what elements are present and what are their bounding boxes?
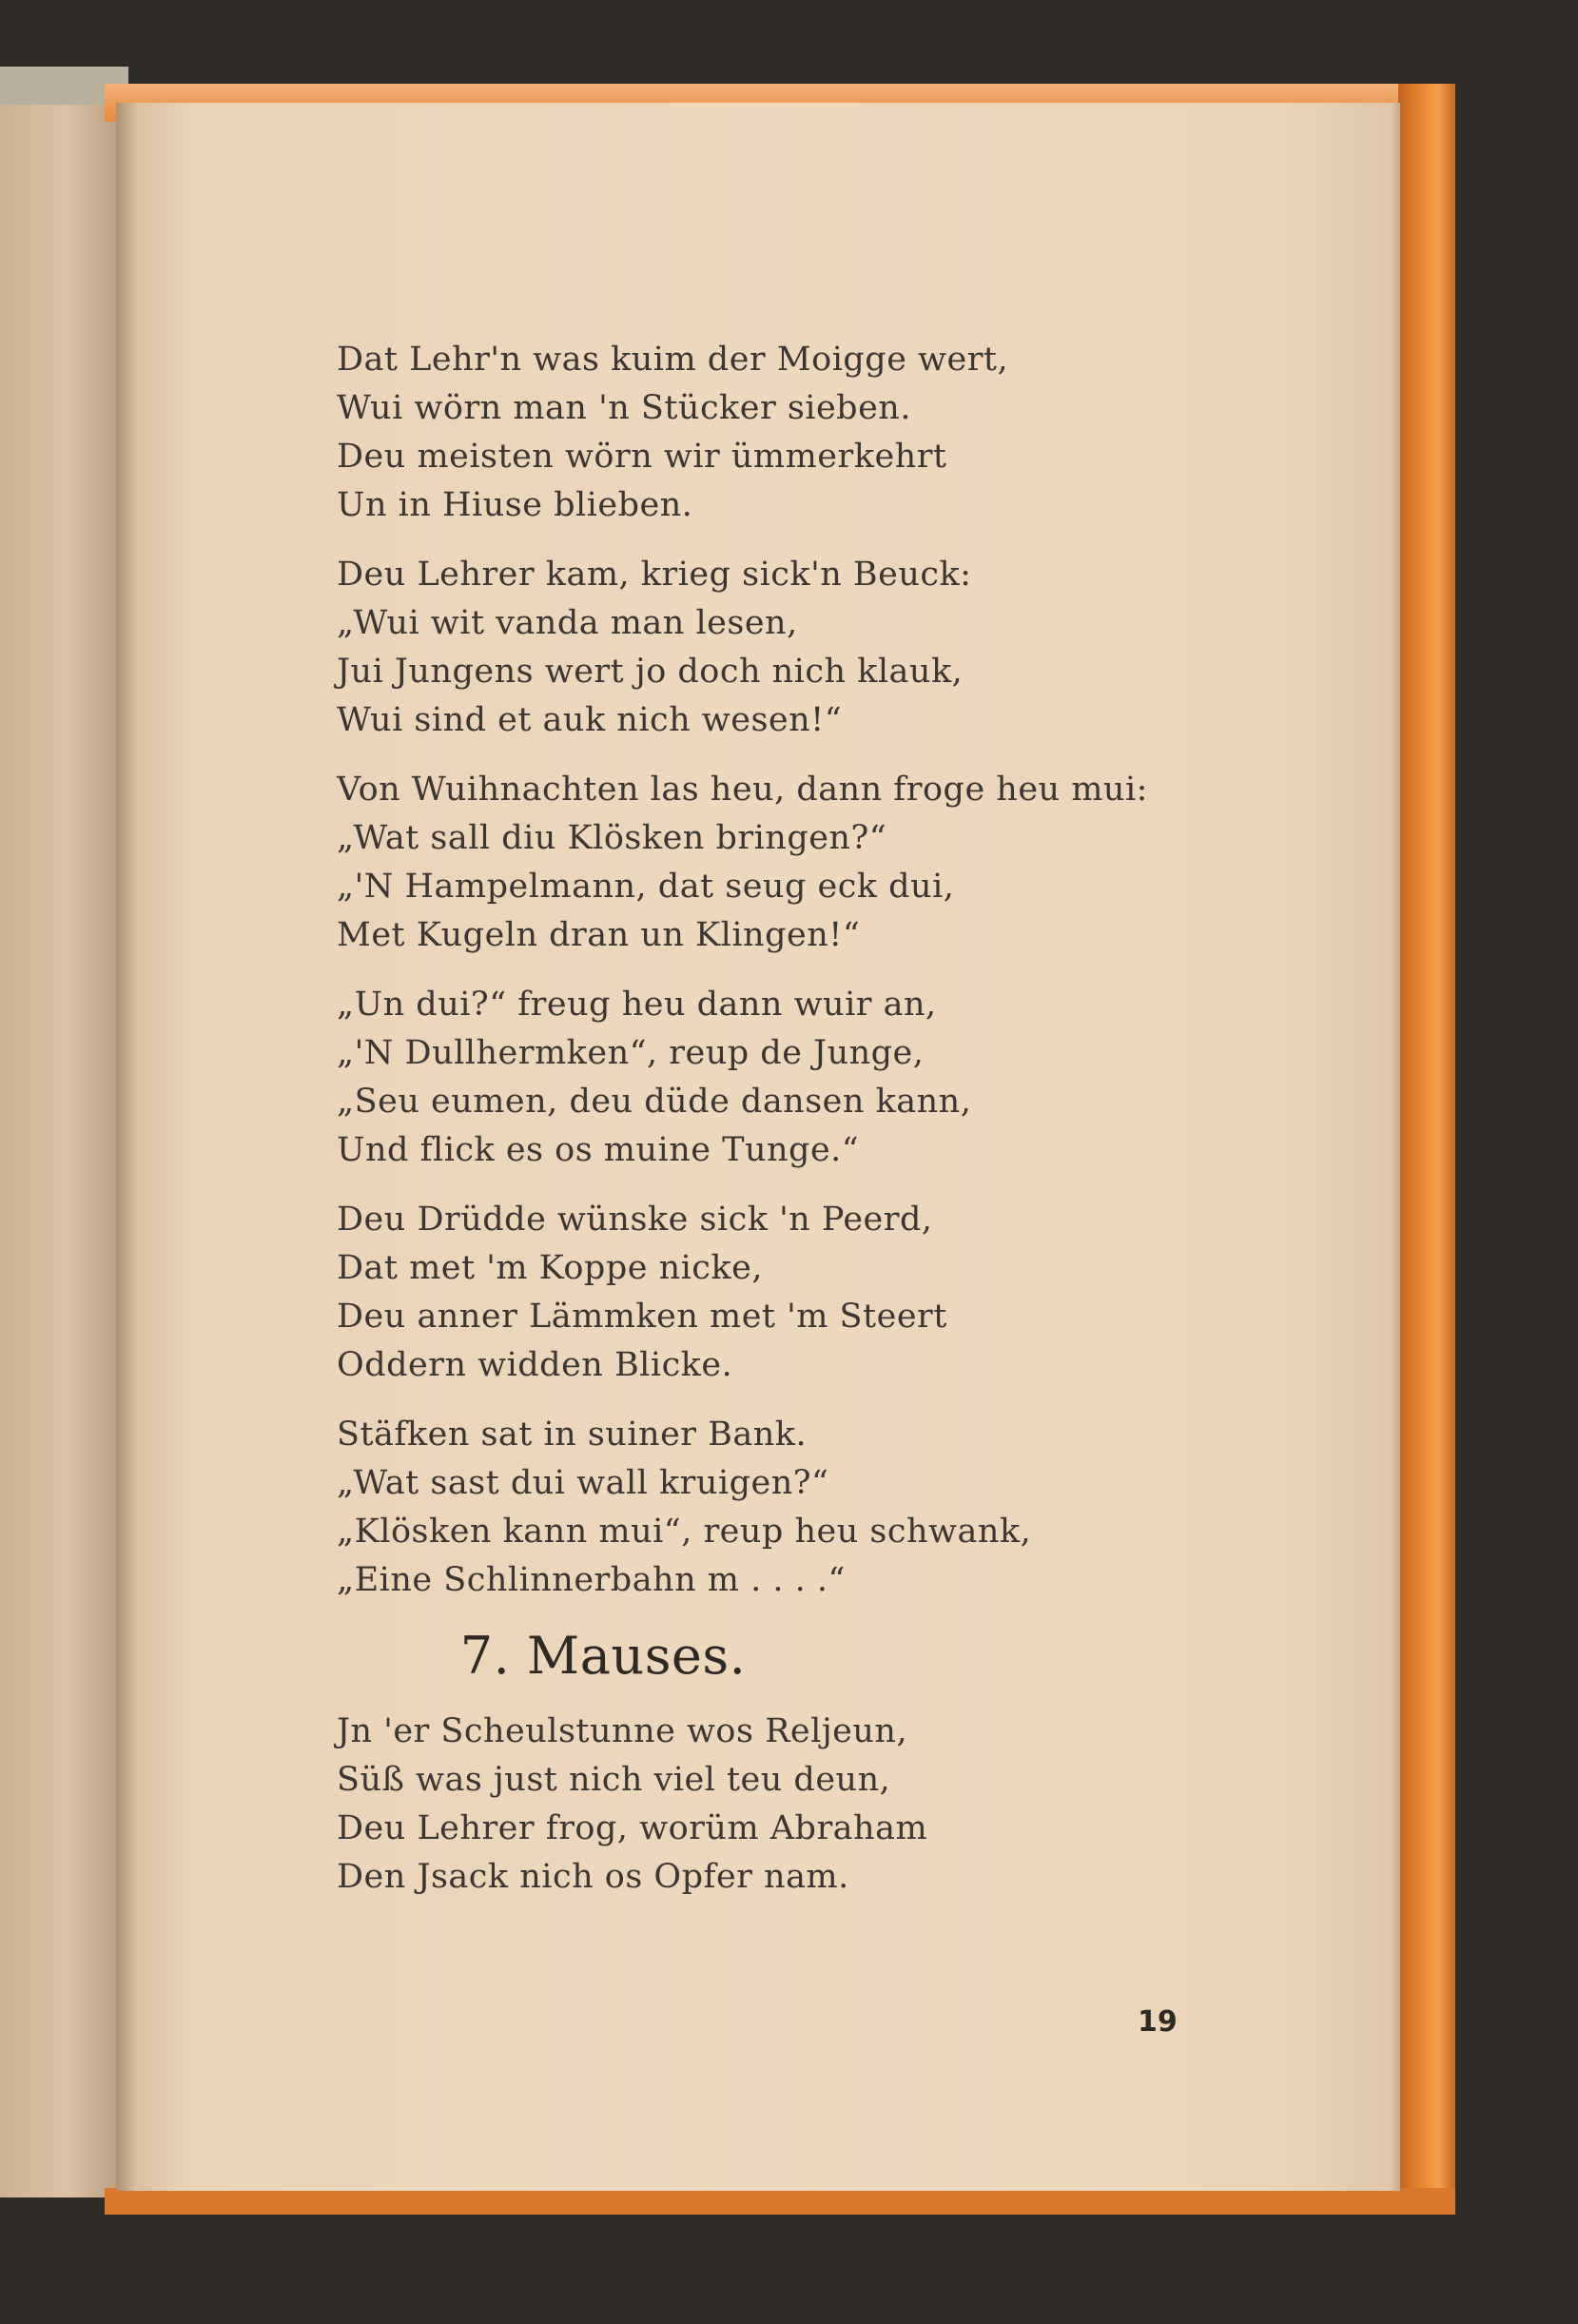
stanza — [337, 1411, 1364, 1605]
book-cover-bottom — [105, 2188, 1455, 2215]
verse-line: „'N Dullhermken“, reup de Junge, — [337, 1034, 925, 1072]
poem-text-block — [337, 336, 1364, 1923]
verse-line: Deu Lehrer kam, krieg sick'n Beuck: — [337, 556, 972, 594]
verse-line: Stäfken sat in suiner Bank. — [337, 1416, 808, 1454]
book-cover-right — [1398, 84, 1455, 2215]
section-heading: 7. Mauses. — [459, 1626, 747, 1686]
stanza — [337, 766, 1364, 960]
stanza — [337, 1708, 1364, 1902]
verse-line: „Wat sall diu Klösken bringen?“ — [337, 819, 887, 857]
verse-line: Dat Lehr'n was kuim der Moigge wert, — [337, 341, 1009, 379]
page-gutter-shadow — [116, 103, 137, 2191]
verse-line: Dat met 'm Koppe nicke, — [337, 1249, 763, 1287]
verse-line: Und flick es os muine Tunge.“ — [337, 1131, 860, 1169]
verse-line: Deu Lehrer frog, worüm Abraham — [337, 1809, 928, 1847]
verse-line: Süß was just nich viel teu deun, — [337, 1761, 891, 1799]
verse-line: „'N Hampelmann, dat seug eck dui, — [337, 868, 955, 906]
verse-line: Oddern widden Blicke. — [337, 1346, 733, 1384]
verse-line: „Wui wit vanda man lesen, — [337, 604, 798, 642]
verse-line: Jui Jungens wert jo doch nich klauk, — [337, 653, 964, 691]
stanza — [337, 551, 1364, 745]
verse-line: Den Jsack nich os Opfer nam. — [337, 1858, 849, 1896]
verse-line: „Wat sast dui wall kruigen?“ — [337, 1464, 829, 1502]
verse-line: Von Wuihnachten las heu, dann froge heu mui: — [337, 771, 1148, 809]
verse-line: Deu meisten wörn wir ümmerkehrt — [337, 438, 947, 476]
verse-line: Met Kugeln dran un Klingen!“ — [337, 916, 861, 954]
verse-line: Wui wörn man 'n Stücker sieben. — [337, 389, 911, 427]
stanza — [337, 981, 1364, 1175]
verse-line: „Eine Schlinnerbahn m . . . .“ — [337, 1561, 846, 1599]
stanza — [337, 336, 1364, 530]
verse-line: „Klösken kann mui“, reup heu schwank, — [337, 1513, 1032, 1551]
page-number: 19 — [1138, 2005, 1178, 2039]
verse-line: „Un dui?“ freug heu dann wuir an, — [337, 986, 937, 1024]
verse-line: Deu Drüdde wünske sick 'n Peerd, — [337, 1201, 933, 1239]
verse-line: Jn 'er Scheulstunne wos Reljeun, — [337, 1712, 908, 1750]
verse-line: „Seu eumen, deu düde dansen kann, — [337, 1083, 972, 1121]
left-page — [0, 105, 122, 2197]
stanza — [337, 1196, 1364, 1390]
page-right-edge — [1391, 103, 1402, 2191]
verse-line: Deu anner Lämmken met 'm Steert — [337, 1298, 947, 1336]
verse-line: Wui sind et auk nich wesen!“ — [337, 701, 843, 739]
verse-line: Un in Hiuse blieben. — [337, 486, 693, 524]
